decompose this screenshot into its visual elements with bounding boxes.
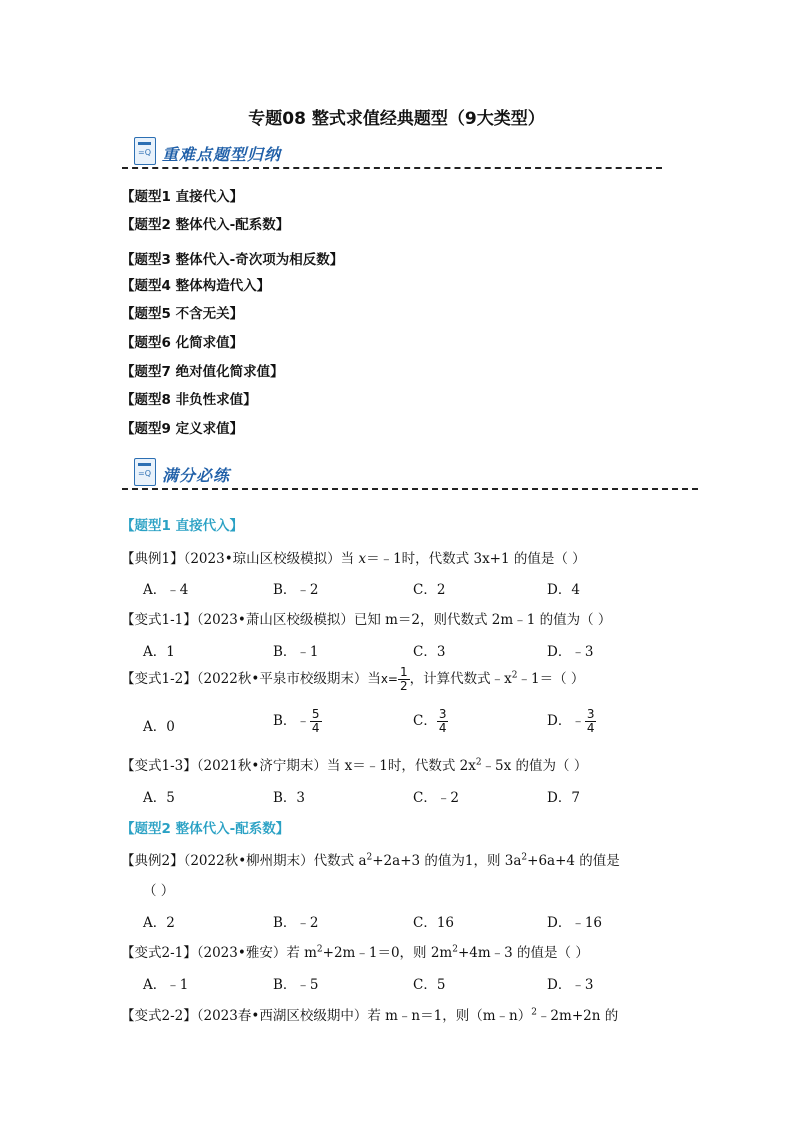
type-heading: 【题型1 直接代入】 <box>121 518 244 534</box>
stem-text: 已知 m＝2，则代数式 2m﹣1 的值为（ ） <box>353 612 612 628</box>
variable: x <box>358 551 367 567</box>
fraction-numerator: 5 <box>311 707 320 721</box>
option-c: C．2 <box>413 582 446 598</box>
question-source: （2023•雅安） <box>196 945 287 961</box>
option-a: A．5 <box>143 790 175 806</box>
stem-text: ＝﹣1时，代数式 <box>366 551 470 567</box>
question-source: （2023•琼山区校级模拟） <box>183 551 341 567</box>
stem-text: +6a+4 的值是 <box>527 853 620 869</box>
toc-item: 【题型5 不含无关】 <box>121 306 244 322</box>
option-c: C．3 <box>413 644 446 660</box>
question-source: （2023•萧山区校级模拟） <box>196 612 354 628</box>
toc-item: 【题型1 直接代入】 <box>121 189 244 205</box>
fraction <box>585 708 597 735</box>
stem-text: 当 x＝﹣1时，代数式 2x <box>326 758 476 774</box>
section-title: 满分必练 <box>162 466 231 485</box>
document-icon-text: =Q <box>138 469 151 478</box>
superscript: 2 <box>531 1007 537 1018</box>
question-stem <box>121 666 584 693</box>
option-prefix: B．﹣ <box>273 713 310 729</box>
superscript: 2 <box>475 757 482 768</box>
option-b: B．3 <box>273 790 306 806</box>
dashed-divider <box>122 167 662 169</box>
superscript: 2 <box>316 944 323 955</box>
toc-item: 【题型2 整体代入-配系数】 <box>121 217 290 233</box>
toc-item: 【题型3 整体代入-奇次项为相反数】 <box>121 252 344 268</box>
fraction <box>310 708 322 735</box>
option-a: A．0 <box>143 719 175 735</box>
question-source: （2022秋•平泉市校级期末） <box>196 671 368 687</box>
fraction-numerator: 3 <box>438 707 447 721</box>
question-stem <box>121 849 620 869</box>
question-stem <box>121 941 589 961</box>
stem-text: +2a+3 的值为1，则 3a <box>372 853 522 869</box>
document-icon <box>134 458 156 486</box>
option-d: D．7 <box>547 790 580 806</box>
fraction-numerator: 1 <box>399 665 408 679</box>
question-label: 【典例2】 <box>121 853 184 869</box>
fraction-denominator: 4 <box>586 721 595 735</box>
option-d: D．﹣16 <box>547 915 603 931</box>
option-b: B．﹣5 <box>273 977 319 993</box>
variable: x= <box>380 672 398 686</box>
option-d: D．﹣3 <box>547 977 594 993</box>
option-b: B．﹣1 <box>273 644 319 660</box>
stem-text: ﹣1＝（ ） <box>517 671 585 687</box>
stem-text: 当 <box>367 671 381 687</box>
document-icon-text: =Q <box>138 148 151 157</box>
option-c: C．16 <box>413 915 455 931</box>
option-d <box>547 708 596 735</box>
question-stem <box>121 1004 618 1024</box>
stem-text: 若 m <box>286 945 317 961</box>
superscript: 2 <box>366 852 373 863</box>
question-stem <box>121 547 586 567</box>
option-d: D．﹣3 <box>547 644 594 660</box>
superscript: 2 <box>452 944 458 955</box>
option-a: A．﹣4 <box>143 582 189 598</box>
question-stem <box>121 608 611 628</box>
option-c: C．﹣2 <box>413 790 459 806</box>
stem-text: 若 m﹣n＝1，则（m﹣n） <box>367 1008 532 1024</box>
option-a: A．﹣1 <box>143 977 189 993</box>
expression: 3x+1 <box>473 551 510 567</box>
option-prefix: C． <box>413 713 437 729</box>
question-source: （2022秋•柳州期末） <box>183 853 314 869</box>
superscript: 2 <box>521 852 528 863</box>
question-label: 【变式1-1】 <box>121 612 197 628</box>
stem-text: +2m﹣1＝0，则 2m <box>322 945 453 961</box>
question-source: （2023春•西湖区校级期中） <box>196 1008 368 1024</box>
toc-item: 【题型9 定义求值】 <box>121 421 244 437</box>
document-icon <box>134 137 156 165</box>
stem-text: ﹣5x 的值为（ ） <box>481 758 588 774</box>
type-heading: 【题型2 整体代入-配系数】 <box>121 821 290 837</box>
option-c: C．5 <box>413 977 446 993</box>
question-label: 【变式2-1】 <box>121 945 197 961</box>
option-a: A．1 <box>143 644 175 660</box>
toc-item: 【题型8 非负性求值】 <box>121 392 257 408</box>
question-source: （2021秋•济宁期末） <box>196 758 327 774</box>
stem-text: +4m﹣3 的值是（ ） <box>457 945 589 961</box>
fraction-denominator: 2 <box>399 679 408 693</box>
section-title: 重难点题型归纳 <box>162 145 282 164</box>
stem-text: 当 <box>340 551 355 567</box>
stem-text: ，计算代数式﹣x <box>409 671 512 687</box>
question-label: 【典例1】 <box>121 551 184 567</box>
fraction <box>398 666 410 693</box>
option-c <box>413 708 448 735</box>
question-label: 【变式1-3】 <box>121 758 197 774</box>
question-stem <box>121 754 587 774</box>
option-a: A．2 <box>143 915 175 931</box>
answer-bracket: （ ） <box>143 883 175 899</box>
fraction-denominator: 4 <box>438 721 447 735</box>
toc-item: 【题型4 整体构造代入】 <box>121 278 271 294</box>
question-label: 【变式2-2】 <box>121 1008 197 1024</box>
option-prefix: D．﹣ <box>547 713 585 729</box>
stem-text: 的值是（ ） <box>513 551 586 567</box>
question-label: 【变式1-2】 <box>121 671 197 687</box>
option-d: D．4 <box>547 582 580 598</box>
toc-item: 【题型7 绝对值化简求值】 <box>121 364 284 380</box>
dashed-divider <box>122 488 698 490</box>
stem-text: ﹣2m+2n 的 <box>536 1008 619 1024</box>
option-b <box>273 708 322 735</box>
option-b: B．﹣2 <box>273 915 319 931</box>
stem-text: 代数式 a <box>313 853 367 869</box>
fraction <box>437 708 449 735</box>
superscript: 2 <box>511 670 518 681</box>
toc-item: 【题型6 化简求值】 <box>121 335 244 351</box>
fraction-numerator: 3 <box>586 707 595 721</box>
fraction-denominator: 4 <box>311 721 320 735</box>
option-b: B．﹣2 <box>273 582 319 598</box>
page-title: 专题08 整式求值经典题型（9大类型） <box>248 109 545 129</box>
